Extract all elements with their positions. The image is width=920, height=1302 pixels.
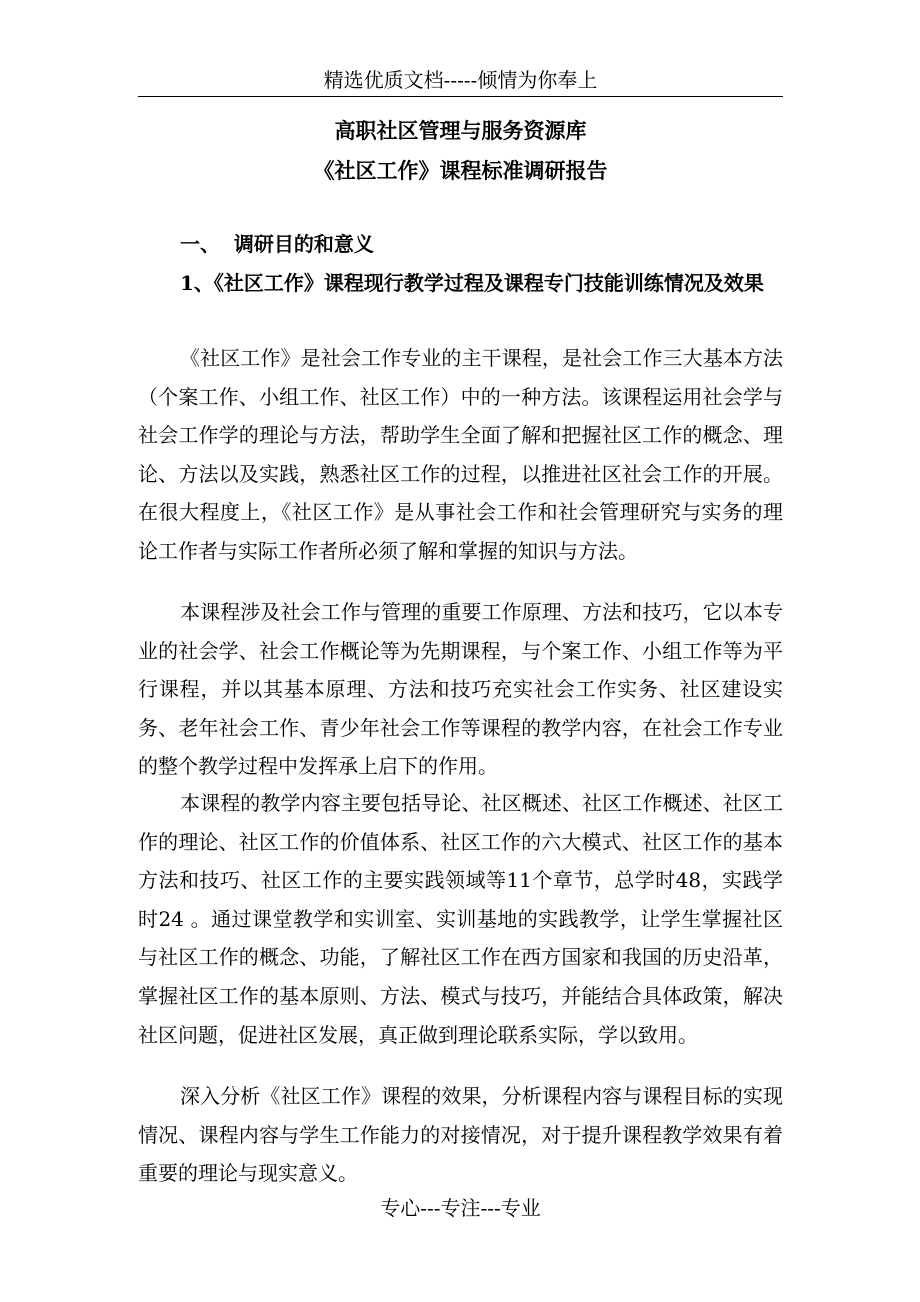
body-paragraph: 本课程涉及社会工作与管理的重要工作原理、方法和技巧，它以本专业的社会学、社会工作概论等为先期课程，与个案工作、小组工作等为平行课程，并以其基本原理、方法和技巧充实社会工作实务、社区建设实务、老年社会工作、青少年社会工作等课程的教学内容，在社会工作专业的整个教学过程中发挥承上启下的作用。: [138, 600, 783, 779]
body-paragraph: 深入分析《社区工作》课程的效果，分析课程内容与课程目标的实现情况、课程内容与学生工作能力的对接情况，对于提升课程教学效果有着重要的理论与现实意义。: [138, 1084, 783, 1186]
body-paragraph: 本课程的教学内容主要包括导论、社区概述、社区工作概述、社区工作的理论、社区工作的价值体系、社区工作的六大模式、社区工作的基本方法和技巧、社区工作的主要实践领域等11个章节，总学时48，实践学时24 。通过课堂教学和实训室、实训基地的实践教学，让学生掌握社区与社区工作的概念、功能，了解社区工作在西方国家和我国的历史沿革，掌握社区工作的基本原则、方法、模式与技巧，并能结合具体政策，解决社区问题，促进社区发展，真正做到理论联系实际，学以致用。: [138, 791, 783, 1047]
section-heading: 一、 调研目的和意义: [180, 232, 374, 256]
header-divider: [138, 96, 783, 97]
page-header: 精选优质文档-----倾情为你奉上: [323, 68, 598, 92]
subsection-heading: 1、《社区工作》课程现行教学过程及课程专门技能训练情况及效果: [180, 271, 764, 295]
document-subtitle: 《社区工作》课程标准调研报告: [313, 158, 608, 183]
page-footer: 专心---专注---专业: [380, 1196, 541, 1220]
body-paragraph: 《社区工作》是社会工作专业的主干课程，是社会工作三大基本方法（个案工作、小组工作、社区工作）中的一种方法。该课程运用社会学与社会工作学的理论与方法，帮助学生全面了解和把握社区工作的概念、理论、方法以及实践，熟悉社区工作的过程，以推进社区社会工作的开展。在很大程度上，《社区工作》是从事社会工作和社会管理研究与实务的理论工作者与实际工作者所必须了解和掌握的知识与方法。: [138, 346, 783, 563]
document-title: 高职社区管理与服务资源库: [334, 118, 587, 143]
